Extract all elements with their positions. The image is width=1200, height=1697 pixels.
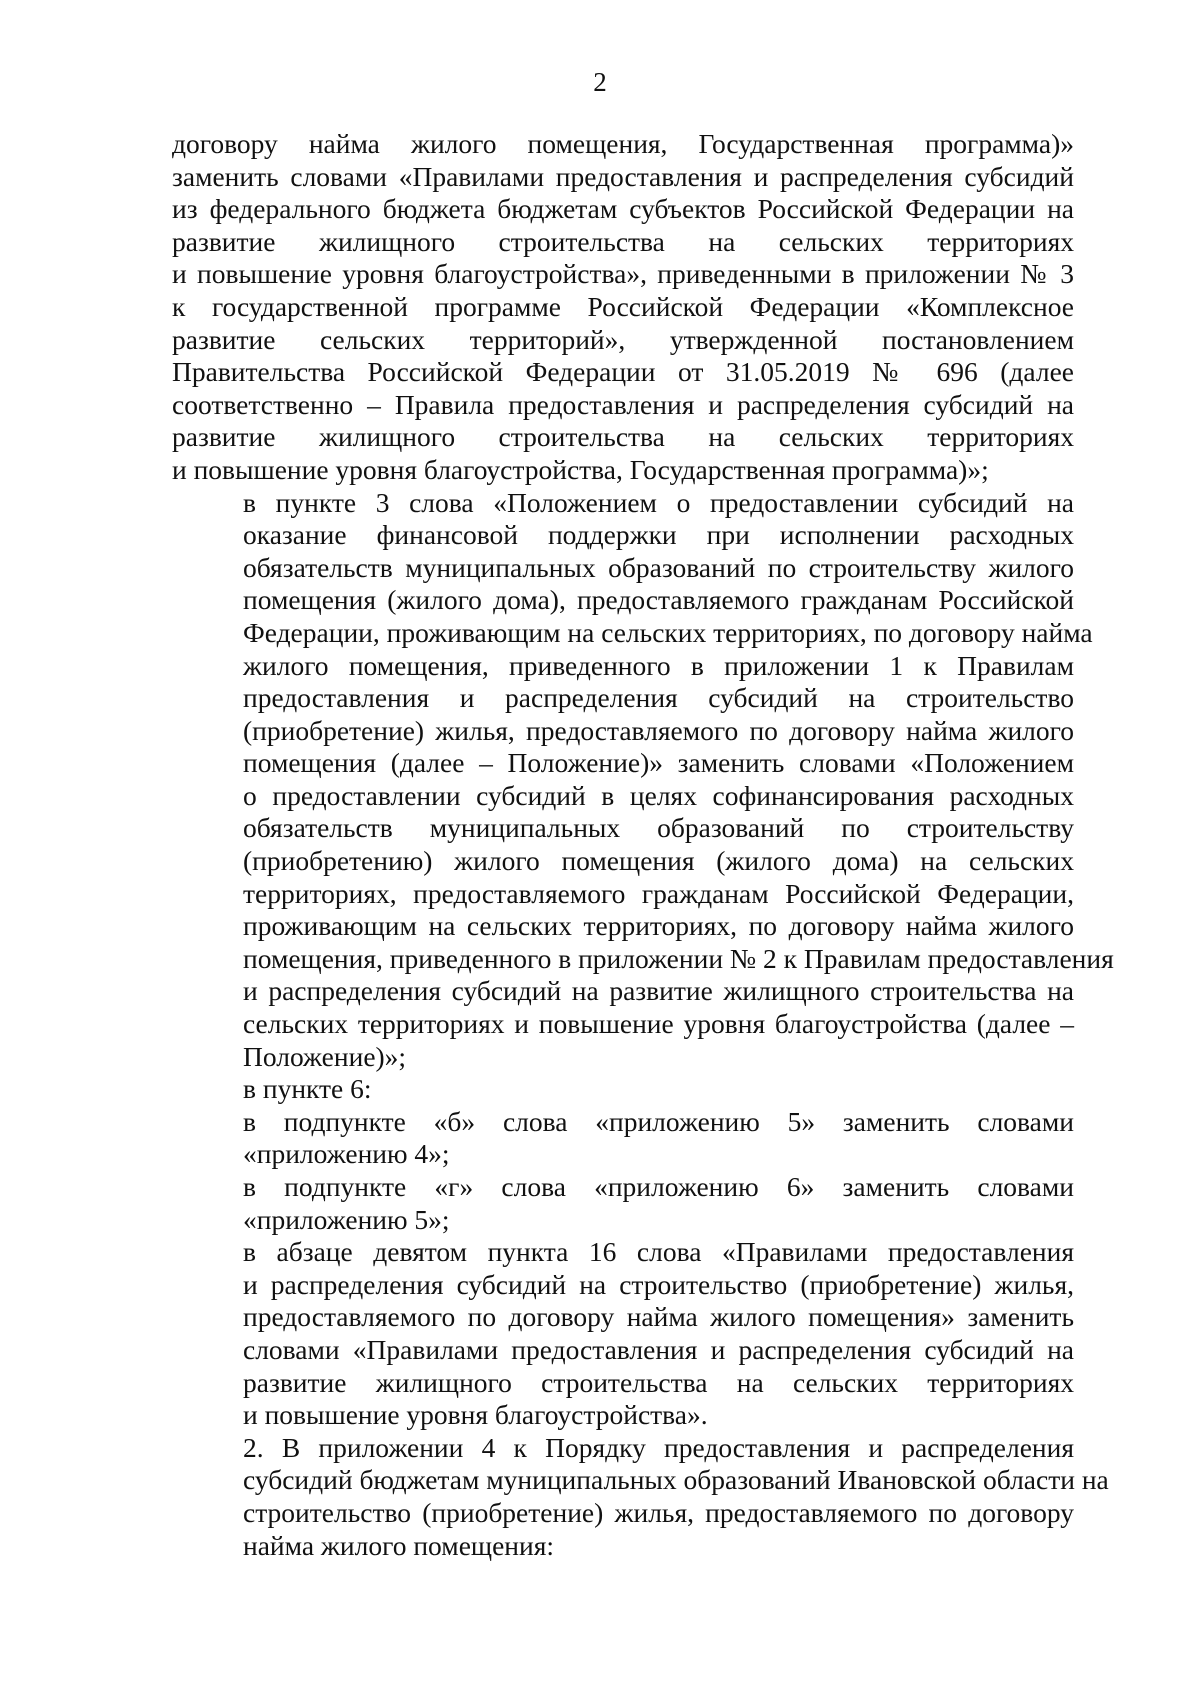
text-line: Положение)»; bbox=[243, 1040, 407, 1072]
text-line: в подпункте «б» слова «приложению 5» заменить словами bbox=[243, 1105, 1074, 1137]
paragraph bbox=[172, 1171, 1074, 1236]
text-line: обязательств муниципальных образований по строительству жилого bbox=[243, 551, 1074, 583]
text-line: предоставляемого по договору найма жилого помещения» заменить bbox=[243, 1301, 1074, 1333]
text-line: из федерального бюджета бюджетам субъектов Российской Федерации на bbox=[172, 193, 1074, 225]
document-body bbox=[172, 128, 1114, 1562]
text-line: 2. В приложении 4 к Порядку предоставления и распределения bbox=[243, 1431, 1074, 1463]
paragraph bbox=[172, 486, 1114, 1074]
text-line: оказание финансовой поддержки при исполнении расходных bbox=[243, 519, 1074, 551]
text-line: словами «Правилами предоставления и распределения субсидий на bbox=[243, 1333, 1074, 1365]
text-line: обязательств муниципальных образований по строительству bbox=[243, 812, 1074, 844]
text-line: «приложению 5»; bbox=[243, 1203, 450, 1235]
text-line: проживающим на сельских территориях, по договору найма жилого bbox=[243, 910, 1074, 942]
paragraph bbox=[172, 1073, 1074, 1106]
text-line: и распределения субсидий на развитие жилищного строительства на bbox=[243, 975, 1074, 1007]
text-line: развитие жилищного строительства на сельских территориях bbox=[172, 421, 1074, 453]
paragraph bbox=[172, 1236, 1074, 1432]
page-number: 2 bbox=[593, 67, 607, 97]
text-line: помещения (жилого дома), предоставляемого гражданам Российской bbox=[243, 584, 1074, 616]
text-line: в пункте 3 слова «Положением о предоставлении субсидий на bbox=[243, 486, 1074, 518]
text-line: Правительства Российской Федерации от 31.05.2019 № 696 (далее bbox=[172, 356, 1074, 388]
text-line: и повышение уровня благоустройства». bbox=[243, 1399, 708, 1431]
text-line: и повышение уровня благоустройства, Государственная программа)»; bbox=[172, 453, 989, 485]
text-line: и повышение уровня благоустройства», приведенными в приложении № 3 bbox=[172, 258, 1074, 290]
text-line: (приобретение) жилья, предоставляемого по договору найма жилого bbox=[243, 714, 1074, 746]
text-line: жилого помещения, приведенного в приложении 1 к Правилам bbox=[243, 649, 1074, 681]
paragraph bbox=[172, 128, 1074, 487]
paragraph bbox=[172, 1431, 1109, 1562]
text-line: «приложению 4»; bbox=[243, 1138, 450, 1170]
text-line: договору найма жилого помещения, Государственная программа)» bbox=[172, 128, 1074, 159]
text-line: помещения (далее – Положение)» заменить словами «Положением bbox=[243, 747, 1074, 779]
text-line: и распределения субсидий на строительство (приобретение) жилья, bbox=[243, 1268, 1074, 1300]
text-line: соответственно – Правила предоставления и распределения субсидий на bbox=[172, 388, 1074, 420]
text-line: сельских территориях и повышение уровня благоустройства (далее – bbox=[243, 1008, 1074, 1040]
text-line: строительство (приобретение) жилья, предоставляемого по договору bbox=[243, 1496, 1074, 1528]
text-line: о предоставлении субсидий в целях софинансирования расходных bbox=[243, 779, 1074, 811]
text-line: развитие сельских территорий», утвержденной постановлением bbox=[172, 323, 1074, 355]
text-line: к государственной программе Российской Федерации «Комплексное bbox=[172, 290, 1074, 322]
text-line: помещения, приведенного в приложении № 2 к Правилам предоставления bbox=[243, 942, 1114, 974]
text-line: развитие жилищного строительства на сельских территориях bbox=[243, 1366, 1074, 1398]
text-line: найма жилого помещения: bbox=[243, 1529, 554, 1561]
text-line: территориях, предоставляемого гражданам Российской Федерации, bbox=[243, 877, 1074, 909]
text-line: заменить словами «Правилами предоставления и распределения субсидий bbox=[172, 160, 1074, 192]
text-line: в пункте 6: bbox=[243, 1073, 372, 1105]
text-line: развитие жилищного строительства на сельских территориях bbox=[172, 225, 1074, 257]
text-line: предоставления и распределения субсидий на строительство bbox=[243, 682, 1074, 714]
text-line: Федерации, проживающим на сельских территориях, по договору найма bbox=[243, 616, 1093, 648]
text-line: субсидий бюджетам муниципальных образований Ивановской области на bbox=[243, 1464, 1109, 1496]
text-line: в подпункте «г» слова «приложению 6» заменить словами bbox=[243, 1171, 1074, 1202]
text-line: в абзаце девятом пункта 16 слова «Правилами предоставления bbox=[243, 1236, 1074, 1268]
paragraph bbox=[172, 1106, 1074, 1171]
text-line: (приобретению) жилого помещения (жилого дома) на сельских bbox=[243, 845, 1074, 877]
